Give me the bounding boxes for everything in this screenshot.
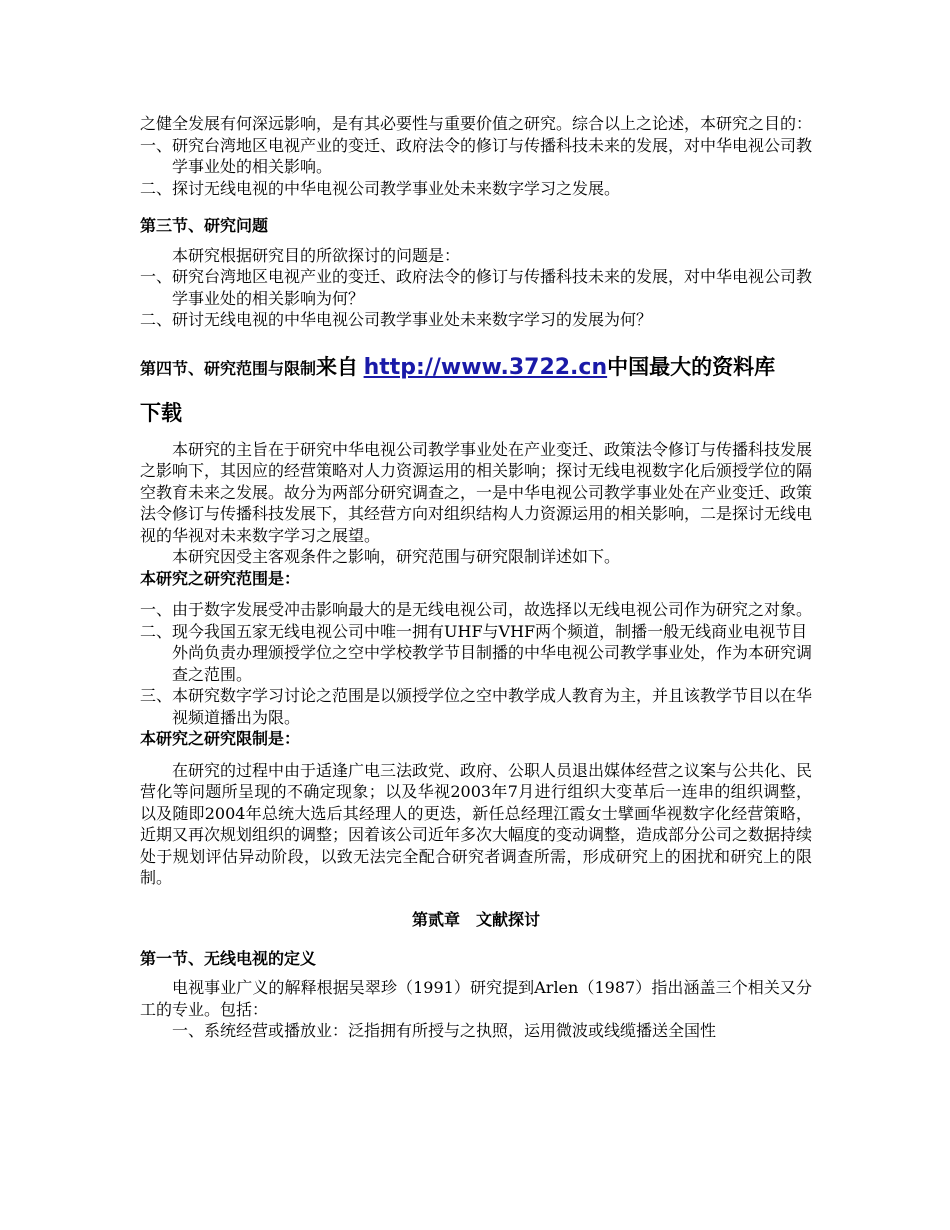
- intro-paragraph: 之健全发展有何深远影响，是有其必要性与重要价值之研究。综合以上之论述，本研究之目的：: [140, 114, 813, 133]
- item-text: 现今我国五家无线电视公司中唯一拥有UHF与VHF两个频道，制播一般无线商业电视节目外尚负责办理颁授学位之空中学校教学节目制播的中华电视公司教学事业处，作为本研究调查之范围。: [172, 621, 813, 684]
- section3-item-1: [140, 266, 812, 309]
- item-number: 二、: [140, 310, 173, 329]
- scope-item-3: [140, 685, 812, 728]
- document-page: [140, 113, 812, 1042]
- section4-heading-from: 来自: [316, 354, 359, 379]
- chapter2-section1-heading: 第一节、无线电视的定义: [140, 948, 317, 968]
- item-number: 三、: [140, 686, 173, 705]
- section4-heading-cont: [140, 395, 812, 433]
- scope-label: 本研究之研究范围是：: [140, 568, 301, 588]
- item-number: 二、: [140, 178, 173, 198]
- chapter2-para-1: 电视事业广义的解释根据吴翠珍（1991）研究提到Arlen（1987）指出涵盖三个相关又分工的专业。包括：: [140, 978, 812, 1019]
- item-text: 探讨无线电视的中华电视公司教学事业处未来数字学习之发展。: [172, 178, 621, 198]
- chapter-title: 第贰章 文献探讨: [411, 909, 540, 929]
- item-text: 研究台湾地区电视产业的变迁、政府法令的修订与传播科技未来的发展，对中华电视公司教学事业处的相关影响。: [172, 135, 813, 176]
- section3-lead: 本研究根据研究目的所欲探讨的问题是：: [172, 245, 461, 265]
- chapter2-para-2: 一、系统经营或播放业：泛指拥有所授与之执照，运用微波或线缆播送全国性: [172, 1021, 717, 1040]
- limit-paragraph: 在研究的过程中由于适逢广电三法政党、政府、公职人员退出媒体经营之议案与公共化、民营化等问题所呈现的不确定现象；以及华视2003年7月进行组织大变革后一连串的组织调整，以及随即2004年总统大选后其经理人的更迭，新任总经理江霞女士擘画华视数字化经营策略，近期又再次规划组织的调整；因着该公司近年多次大幅度的变动调整，造成部分公司之数据持续处于规划评估异动阶段，以致无法完全配合研究者调查所需，形成研究上的困扰和研究上的限制。: [140, 760, 813, 887]
- item-number: 一、: [140, 135, 173, 155]
- item-number: 一、: [140, 600, 173, 619]
- source-link[interactable]: http://www.3722.cn: [363, 354, 608, 380]
- item-text: 研究台湾地区电视产业的变迁、政府法令的修订与传播科技未来的发展，对中华电视公司教学事业处的相关影响为何？: [172, 267, 813, 308]
- section3-heading: 第三节、研究问题: [140, 216, 269, 235]
- section4-heading: [140, 347, 812, 389]
- item-text: 本研究数字学习讨论之范围是以颁授学位之空中教学成人教育为主，并且该教学节目以在华视频道播出为限。: [172, 686, 813, 727]
- scope-item-1: [140, 599, 812, 621]
- intro-item-1: [140, 135, 812, 178]
- item-number: 二、: [140, 621, 173, 641]
- limit-label: 本研究之研究限制是：: [140, 729, 301, 748]
- section3-item-2: [140, 309, 812, 331]
- scope-item-2: [140, 621, 812, 686]
- item-text: 由于数字发展受冲击影响最大的是无线电视公司，故选择以无线电视公司作为研究之对象。: [172, 600, 813, 619]
- section4-heading-source: 中国最大的资料库: [607, 354, 776, 379]
- section4-para-1: 本研究的主旨在于研究中华电视公司教学事业处在产业变迁、政策法令修订与传播科技发展之影响下，其因应的经营策略对人力资源运用的相关影响；探讨无线电视数字化后颁授学位的隔空教育未来之发展。故分为两部分研究调查之，一是中华电视公司教学事业处在产业变迁、政策法令修订与传播科技发展下，其经营方向对组织结构人力资源运用的相关影响，二是探讨无线电视的华视对未来数字学习之展望。: [140, 439, 813, 545]
- section4-heading-title: 第四节、研究范围与限制: [140, 358, 317, 378]
- section4-para-2: 本研究因受主客观条件之影响，研究范围与研究限制详述如下。: [172, 547, 621, 566]
- item-number: 一、: [140, 267, 173, 286]
- section4-heading-download: 下载: [140, 400, 182, 425]
- intro-item-2: [140, 178, 812, 200]
- item-text: 研讨无线电视的中华电视公司教学事业处未来数字学习的发展为何？: [172, 310, 653, 329]
